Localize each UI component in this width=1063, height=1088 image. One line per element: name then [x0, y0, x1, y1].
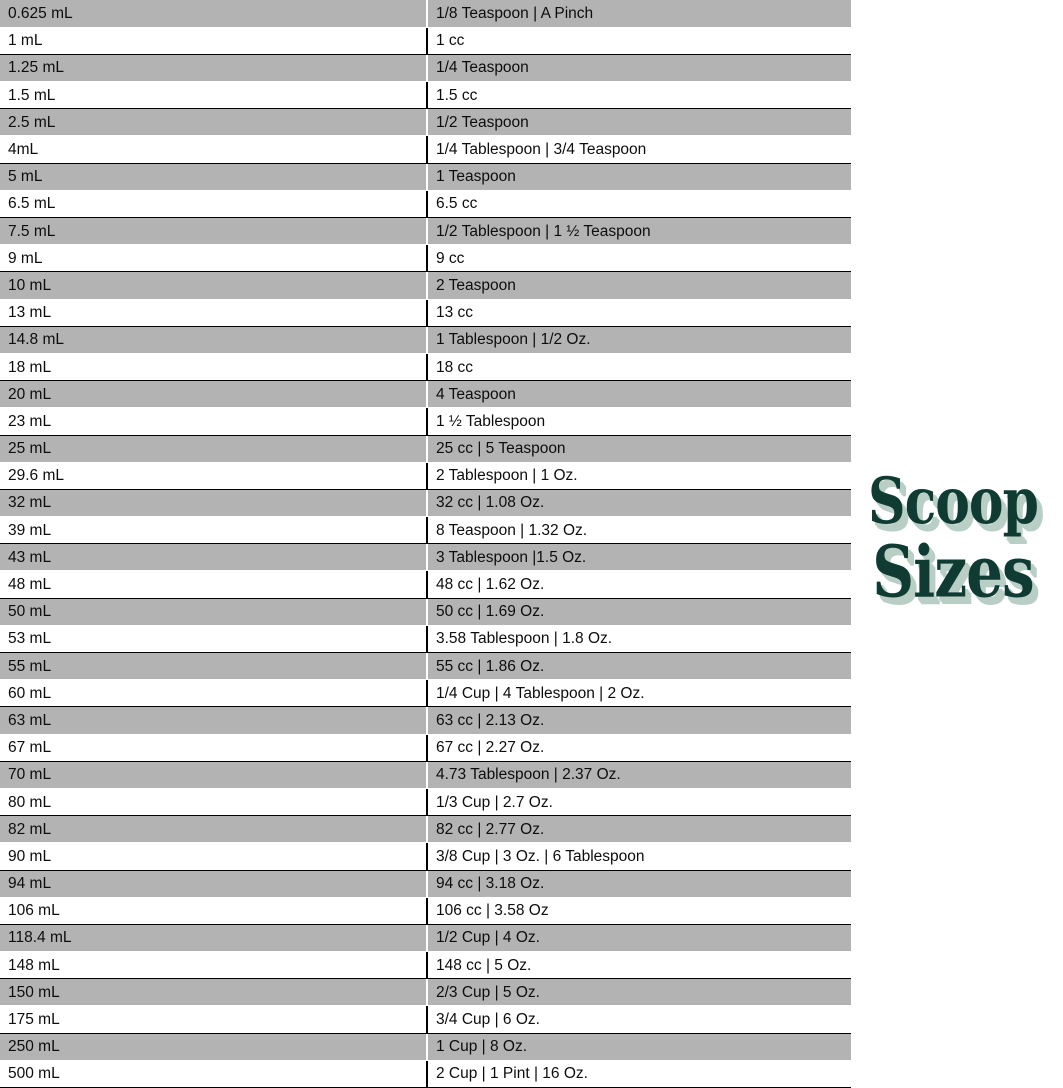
cell-equivalent: 1/2 Cup | 4 Oz.	[427, 924, 851, 951]
cell-equivalent: 8 Teaspoon | 1.32 Oz.	[427, 517, 851, 544]
page-title	[853, 464, 1053, 615]
table-row	[0, 54, 851, 81]
cell-equivalent: 1 Cup | 8 Oz.	[427, 1033, 851, 1060]
cell-milliliters: 14.8 mL	[0, 326, 427, 353]
cell-equivalent: 1 cc	[427, 27, 851, 54]
table-row	[0, 734, 851, 761]
table-row	[0, 897, 851, 924]
cell-milliliters: 20 mL	[0, 381, 427, 408]
cell-equivalent: 1/3 Cup | 2.7 Oz.	[427, 788, 851, 815]
cell-milliliters: 63 mL	[0, 707, 427, 734]
title-line-scoop: Scoop	[868, 464, 1038, 540]
cell-equivalent: 4 Teaspoon	[427, 381, 851, 408]
table-row	[0, 299, 851, 326]
cell-equivalent: 3/4 Cup | 6 Oz.	[427, 1006, 851, 1033]
cell-equivalent: 1 ½ Tablespoon	[427, 408, 851, 435]
cell-equivalent: 18 cc	[427, 353, 851, 380]
table-row	[0, 353, 851, 380]
cell-milliliters: 18 mL	[0, 353, 427, 380]
cell-equivalent: 106 cc | 3.58 Oz	[427, 897, 851, 924]
table-row	[0, 27, 851, 54]
cell-milliliters: 43 mL	[0, 544, 427, 571]
table-row	[0, 163, 851, 190]
table-row	[0, 489, 851, 516]
cell-equivalent: 3 Tablespoon |1.5 Oz.	[427, 544, 851, 571]
cell-milliliters: 118.4 mL	[0, 924, 427, 951]
cell-equivalent: 32 cc | 1.08 Oz.	[427, 489, 851, 516]
table-row	[0, 462, 851, 489]
cell-milliliters: 50 mL	[0, 598, 427, 625]
table-row	[0, 952, 851, 979]
cell-equivalent: 55 cc | 1.86 Oz.	[427, 653, 851, 680]
table-row	[0, 190, 851, 217]
cell-milliliters: 29.6 mL	[0, 462, 427, 489]
cell-equivalent: 2 Cup | 1 Pint | 16 Oz.	[427, 1060, 851, 1087]
table-row	[0, 707, 851, 734]
cell-milliliters: 0.625 mL	[0, 0, 427, 27]
table-row	[0, 517, 851, 544]
cell-equivalent: 1/2 Teaspoon	[427, 109, 851, 136]
cell-milliliters: 48 mL	[0, 571, 427, 598]
cell-milliliters: 500 mL	[0, 1060, 427, 1087]
cell-milliliters: 106 mL	[0, 897, 427, 924]
cell-milliliters: 175 mL	[0, 1006, 427, 1033]
cell-milliliters: 150 mL	[0, 979, 427, 1006]
cell-equivalent: 6.5 cc	[427, 190, 851, 217]
cell-milliliters: 82 mL	[0, 816, 427, 843]
cell-milliliters: 13 mL	[0, 299, 427, 326]
table-row	[0, 408, 851, 435]
table-row	[0, 571, 851, 598]
cell-milliliters: 32 mL	[0, 489, 427, 516]
cell-equivalent: 82 cc | 2.77 Oz.	[427, 816, 851, 843]
cell-milliliters: 39 mL	[0, 517, 427, 544]
cell-equivalent: 3.58 Tablespoon | 1.8 Oz.	[427, 625, 851, 652]
cell-equivalent: 50 cc | 1.69 Oz.	[427, 598, 851, 625]
cell-equivalent: 67 cc | 2.27 Oz.	[427, 734, 851, 761]
cell-equivalent: 2 Tablespoon | 1 Oz.	[427, 462, 851, 489]
table-row	[0, 979, 851, 1006]
table-row	[0, 326, 851, 353]
cell-milliliters: 250 mL	[0, 1033, 427, 1060]
cell-equivalent: 2 Teaspoon	[427, 272, 851, 299]
cell-equivalent: 1 Teaspoon	[427, 163, 851, 190]
cell-milliliters: 70 mL	[0, 761, 427, 788]
cell-milliliters: 67 mL	[0, 734, 427, 761]
cell-equivalent: 1 Tablespoon | 1/2 Oz.	[427, 326, 851, 353]
table-row	[0, 761, 851, 788]
table-row	[0, 816, 851, 843]
table-row	[0, 924, 851, 951]
cell-milliliters: 1.25 mL	[0, 54, 427, 81]
cell-equivalent: 1/4 Tablespoon | 3/4 Teaspoon	[427, 136, 851, 163]
cell-milliliters: 55 mL	[0, 653, 427, 680]
cell-milliliters: 148 mL	[0, 952, 427, 979]
title-line-sizes: Sizes	[872, 531, 1034, 615]
cell-milliliters: 80 mL	[0, 788, 427, 815]
table-row	[0, 625, 851, 652]
cell-equivalent: 1/8 Teaspoon | A Pinch	[427, 0, 851, 27]
cell-milliliters: 1.5 mL	[0, 82, 427, 109]
table-row	[0, 1060, 851, 1087]
cell-equivalent: 3/8 Cup | 3 Oz. | 6 Tablespoon	[427, 843, 851, 870]
cell-milliliters: 25 mL	[0, 435, 427, 462]
cell-milliliters: 2.5 mL	[0, 109, 427, 136]
cell-equivalent: 1/2 Tablespoon | 1 ½ Teaspoon	[427, 218, 851, 245]
table-row	[0, 218, 851, 245]
table-row	[0, 870, 851, 897]
table-row	[0, 435, 851, 462]
cell-equivalent: 1/4 Cup | 4 Tablespoon | 2 Oz.	[427, 680, 851, 707]
table-row	[0, 0, 851, 27]
cell-equivalent: 48 cc | 1.62 Oz.	[427, 571, 851, 598]
cell-milliliters: 5 mL	[0, 163, 427, 190]
cell-equivalent: 1/4 Teaspoon	[427, 54, 851, 81]
cell-milliliters: 6.5 mL	[0, 190, 427, 217]
table-row	[0, 82, 851, 109]
cell-equivalent: 9 cc	[427, 245, 851, 272]
cell-equivalent: 63 cc | 2.13 Oz.	[427, 707, 851, 734]
table-row	[0, 245, 851, 272]
table-row	[0, 843, 851, 870]
cell-milliliters: 1 mL	[0, 27, 427, 54]
table-row	[0, 381, 851, 408]
cell-equivalent: 4.73 Tablespoon | 2.37 Oz.	[427, 761, 851, 788]
table-row	[0, 1033, 851, 1060]
cell-equivalent: 25 cc | 5 Teaspoon	[427, 435, 851, 462]
cell-milliliters: 60 mL	[0, 680, 427, 707]
cell-milliliters: 10 mL	[0, 272, 427, 299]
cell-milliliters: 9 mL	[0, 245, 427, 272]
cell-equivalent: 94 cc | 3.18 Oz.	[427, 870, 851, 897]
table-row	[0, 272, 851, 299]
cell-milliliters: 90 mL	[0, 843, 427, 870]
cell-equivalent: 13 cc	[427, 299, 851, 326]
cell-milliliters: 53 mL	[0, 625, 427, 652]
table-row	[0, 788, 851, 815]
table-row	[0, 1006, 851, 1033]
table-row	[0, 136, 851, 163]
table-row	[0, 598, 851, 625]
cell-equivalent: 1.5 cc	[427, 82, 851, 109]
cell-milliliters: 4mL	[0, 136, 427, 163]
cell-milliliters: 23 mL	[0, 408, 427, 435]
cell-milliliters: 94 mL	[0, 870, 427, 897]
cell-equivalent: 2/3 Cup | 5 Oz.	[427, 979, 851, 1006]
cell-equivalent: 148 cc | 5 Oz.	[427, 952, 851, 979]
table-row	[0, 680, 851, 707]
table-row	[0, 109, 851, 136]
table-row	[0, 544, 851, 571]
cell-milliliters: 7.5 mL	[0, 218, 427, 245]
table-row	[0, 653, 851, 680]
